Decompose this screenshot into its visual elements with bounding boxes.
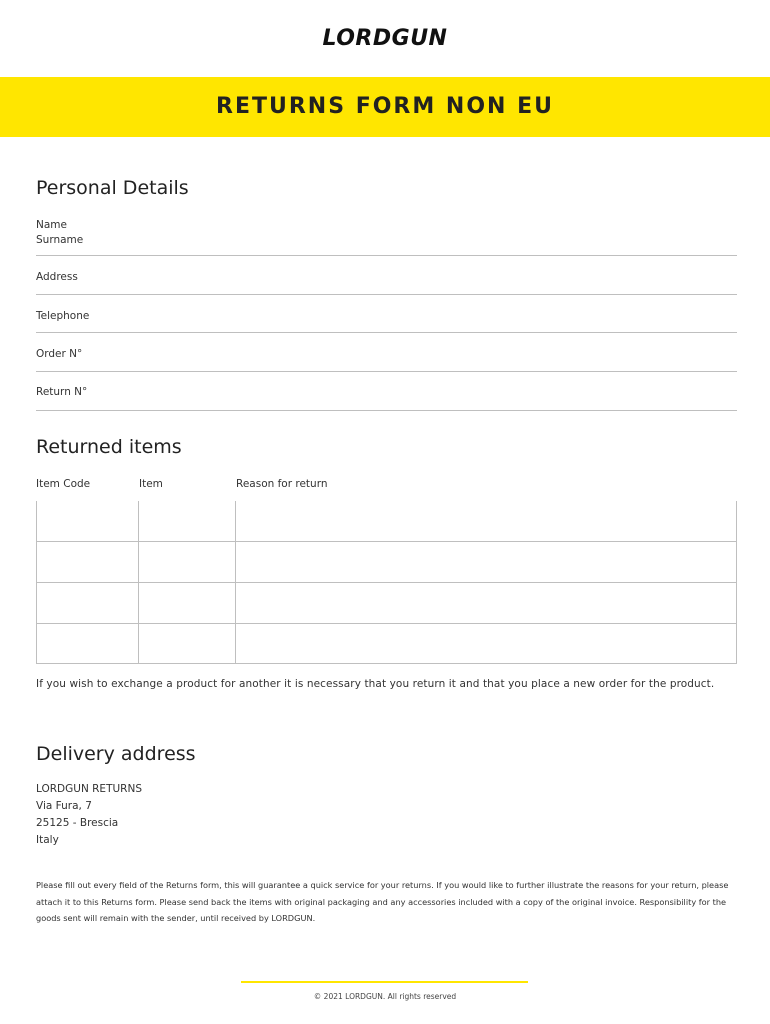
- order-number-label: Order N°: [36, 348, 83, 360]
- footer-divider: [241, 981, 528, 983]
- return-number-label: Return N°: [36, 386, 88, 398]
- personal-details-heading: Personal Details: [36, 177, 189, 199]
- return-number-field-line[interactable]: [36, 410, 737, 411]
- name-field-line[interactable]: [36, 255, 737, 256]
- item-code-cell[interactable]: [37, 624, 139, 663]
- item-code-cell[interactable]: [37, 583, 139, 623]
- item-cell[interactable]: [139, 542, 236, 582]
- telephone-field-line[interactable]: [36, 332, 737, 333]
- item-cell[interactable]: [139, 624, 236, 663]
- delivery-address-line: 25125 - Brescia: [36, 817, 119, 829]
- surname-label: Surname: [36, 234, 84, 246]
- table-row: [37, 583, 736, 624]
- item-cell[interactable]: [139, 501, 236, 541]
- address-field-line[interactable]: [36, 294, 737, 295]
- item-code-cell[interactable]: [37, 501, 139, 541]
- exchange-note: If you wish to exchange a product for another it is necessary that you return it and that you place a new order for the product.: [36, 678, 715, 690]
- returned-items-table: [36, 501, 737, 664]
- telephone-label: Telephone: [36, 310, 90, 322]
- column-item: Item: [139, 478, 163, 490]
- order-number-field-line[interactable]: [36, 371, 737, 372]
- column-reason: Reason for return: [236, 478, 328, 490]
- item-cell[interactable]: [139, 583, 236, 623]
- instructions-text: Please fill out every field of the Returns form, this will guarantee a quick service for your returns. If you would like to further illustrate the reasons for your return, please attach it to this Returns form. Please send back the items with original packaging and any accessories included with a copy of the original invoice. Responsibility for the goods sent will remain with the sender, until received by LORDGUN.: [36, 880, 729, 923]
- table-row: [37, 542, 736, 583]
- name-label: Name: [36, 219, 67, 231]
- footer-copyright: © 2021 LORDGUN. All rights reserved: [313, 992, 457, 1001]
- brand-logo: LORDGUN: [322, 26, 448, 51]
- item-code-cell[interactable]: [37, 542, 139, 582]
- delivery-address-line: LORDGUN RETURNS: [36, 783, 142, 795]
- delivery-address-heading: Delivery address: [36, 743, 196, 765]
- form-title: RETURNS FORM NON EU: [216, 94, 554, 119]
- title-banner: [0, 77, 770, 137]
- column-item-code: Item Code: [36, 478, 91, 490]
- table-row: [37, 624, 736, 663]
- delivery-address-line: Via Fura, 7: [36, 800, 92, 812]
- address-label: Address: [36, 271, 78, 283]
- delivery-address-line: Italy: [36, 834, 59, 846]
- table-row: [37, 501, 736, 542]
- returned-items-heading: Returned items: [36, 436, 182, 458]
